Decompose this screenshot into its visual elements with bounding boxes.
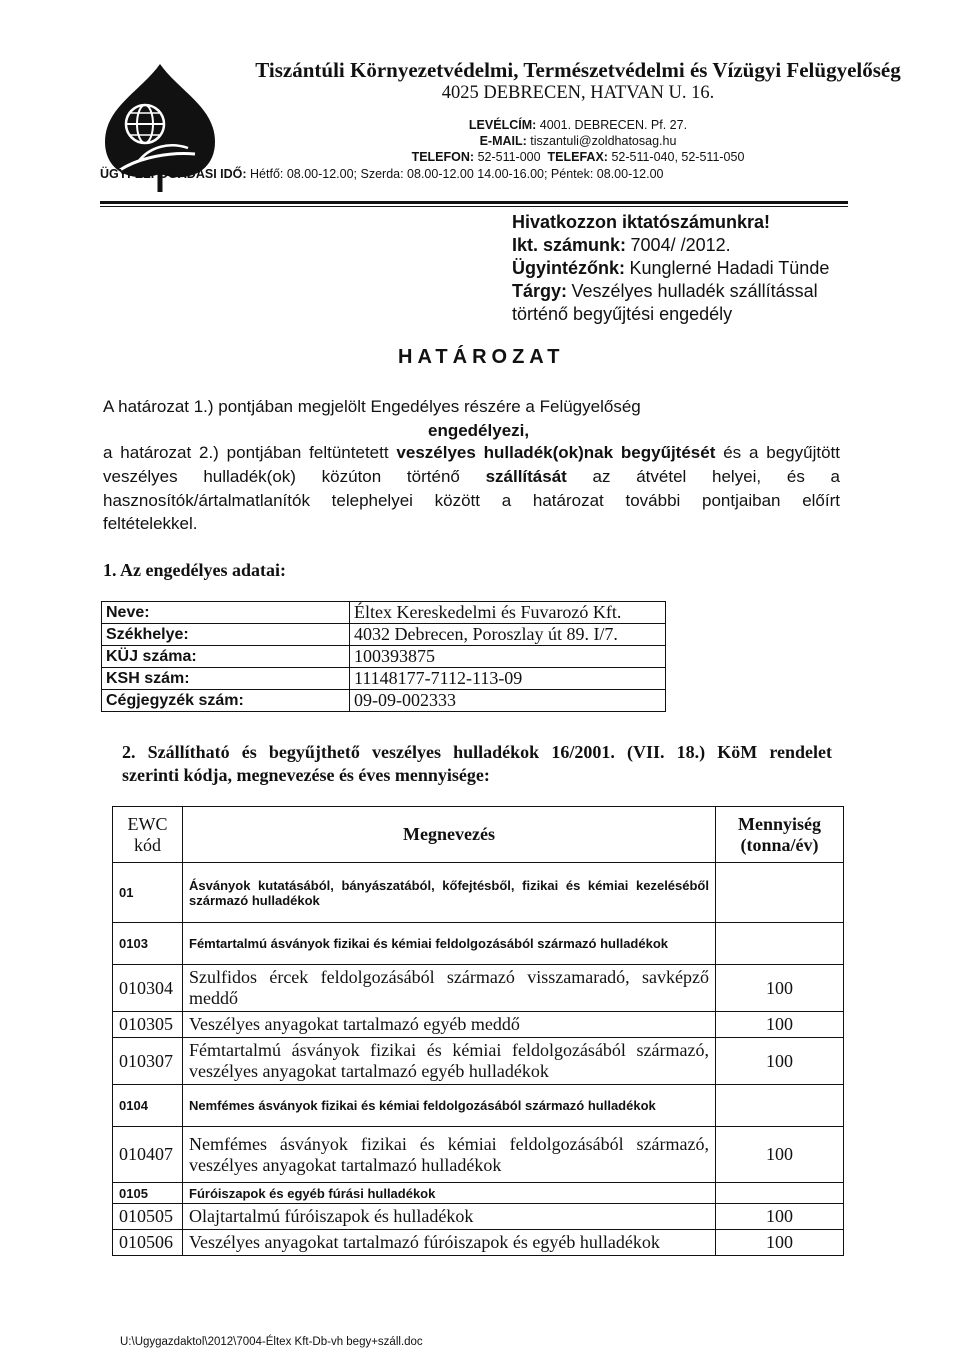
waste-group-row: [113, 1085, 844, 1127]
waste-name: Nemfémes ásványok fizikai és kémiai feldolgozásából származó hulladékok: [183, 1085, 716, 1127]
waste-group-row: [113, 923, 844, 965]
org-address: 4025 DEBRECEN, HATVAN U. 16.: [441, 83, 715, 103]
licensee-label: Neve:: [102, 602, 350, 624]
reference-number: [512, 235, 731, 256]
body-line-4: feltételekkel.: [103, 514, 198, 533]
fax-label: TELEFAX:: [547, 150, 608, 164]
licensee-value: 4032 Debrecen, Poroszlay út 89. I/7.: [350, 624, 666, 646]
waste-quantity: 100: [716, 1127, 844, 1183]
subject-label: Tárgy:: [512, 281, 568, 301]
licensee-value: 11148177-7112-113-09: [350, 668, 666, 690]
waste-name: Veszélyes anyagokat tartalmazó egyéb meddő: [183, 1012, 716, 1038]
subject: [512, 281, 818, 302]
licensee-table: [101, 601, 666, 712]
ewc-code: 010505: [113, 1204, 183, 1230]
waste-name: Fémtartalmú ásványok fizikai és kémiai feldolgozásából származó, veszélyes anyagokat tartalmazó egyéb hulladékok: [183, 1038, 716, 1085]
ewc-code: 010307: [113, 1038, 183, 1085]
leaf-shape: [105, 64, 215, 177]
officer: [512, 258, 829, 279]
col-quantity: Mennyiség (tonna/év): [716, 807, 844, 863]
waste-item-row: [113, 1230, 844, 1256]
licensee-row: [102, 602, 666, 624]
licensee-value: 09-09-002333: [350, 690, 666, 712]
waste-quantity: 100: [716, 1230, 844, 1256]
ewc-code: 0103: [113, 923, 183, 965]
ewc-code: 010305: [113, 1012, 183, 1038]
waste-table-header: [113, 807, 844, 863]
section-1-heading: 1. Az engedélyes adatai:: [103, 560, 286, 580]
ref-number-value: 7004/ /2012.: [630, 235, 731, 255]
waste-quantity: 100: [716, 1204, 844, 1230]
ewc-code: 010304: [113, 965, 183, 1012]
header-divider-thin: [100, 206, 848, 207]
body-line-2: veszélyes hulladék(ok) közúton történő szállítását az átvétel helyei, és a: [103, 467, 840, 486]
org-name: Tiszántúli Környezetvédelmi, Természetvédelmi és Vízügyi Felügyelőség: [255, 58, 901, 82]
cite-notice: Hivatkozzon iktatószámunkra!: [512, 212, 771, 232]
waste-item-row: [113, 1204, 844, 1230]
licensee-label: KSH szám:: [102, 668, 350, 690]
waste-name: Fémtartalmú ásványok fizikai és kémiai feldolgozásából származó hulladékok: [183, 923, 716, 965]
col-ewc-code: EWC kód: [113, 807, 183, 863]
waste-name: Fúróiszapok és egyéb fúrási hulladékok: [183, 1183, 716, 1204]
licensee-row: [102, 646, 666, 668]
waste-name: Veszélyes anyagokat tartalmazó fúróiszapok és egyéb hulladékok: [183, 1230, 716, 1256]
licensee-value: Éltex Kereskedelmi és Fuvarozó Kft.: [350, 602, 666, 624]
office-hours: [100, 167, 664, 181]
col-name: Megnevezés: [183, 807, 716, 863]
waste-name: Szulfidos ércek feldolgozásából származó visszamaradó, savképző meddő: [183, 965, 716, 1012]
file-path: U:\Ugygazdaktol\2012\7004-Éltex Kft-Db-vh begy+száll.doc: [120, 1336, 423, 1348]
licensee-label: Cégjegyzék szám:: [102, 690, 350, 712]
waste-item-row: [113, 1127, 844, 1183]
waste-quantity: [716, 863, 844, 923]
ewc-code: 0105: [113, 1183, 183, 1204]
waste-item-row: [113, 1012, 844, 1038]
section-2-heading-line-1: 2. Szállítható és begyűjthető veszélyes hulladékok 16/2001. (VII. 18.) KöM rendelet: [122, 742, 832, 762]
ewc-code: 01: [113, 863, 183, 923]
waste-item-row: [113, 1038, 844, 1085]
waste-quantity: 100: [716, 1038, 844, 1085]
postal-address: [228, 118, 928, 132]
hours-label: ÜGYFÉLFOGADÁSI IDŐ:: [100, 167, 247, 181]
email-value: tiszantuli@zoldhatosag.hu: [530, 134, 677, 148]
intro-line-1: A határozat 1.) pontjában megjelölt Engedélyes részére a Felügyelőség: [103, 397, 641, 416]
document-title: HATÁROZAT: [398, 346, 565, 368]
licensee-row: [102, 624, 666, 646]
phone-line: [228, 150, 928, 164]
subject-line-2: történő begyűjtési engedély: [512, 304, 733, 324]
waste-table: [112, 806, 844, 1256]
email-label: E-MAIL:: [479, 134, 527, 148]
waste-quantity: 100: [716, 965, 844, 1012]
waste-name: Nemfémes ásványok fizikai és kémiai feldolgozásából származó, veszélyes anyagokat tartalmazó hulladékok: [183, 1127, 716, 1183]
fax-value: 52-511-040, 52-511-050: [611, 150, 745, 164]
licensee-row: [102, 668, 666, 690]
body-line-3: hasznosítók/ártalmatlanítók telephelyei között a határozat további pontjaiban előírt: [103, 491, 840, 510]
phone-label: TELEFON:: [411, 150, 475, 164]
decision-verb: engedélyezi,: [428, 421, 530, 440]
postal-label: LEVÉLCÍM:: [468, 118, 537, 132]
ewc-code: 010407: [113, 1127, 183, 1183]
ewc-code: 0104: [113, 1085, 183, 1127]
licensee-label: Székhelye:: [102, 624, 350, 646]
waste-quantity: 100: [716, 1012, 844, 1038]
hours-value: Hétfő: 08.00-12.00; Szerda: 08.00-12.00 14.00-16.00; Péntek: 08.00-12.00: [250, 167, 664, 181]
licensee-row: [102, 690, 666, 712]
officer-label: Ügyintézőnk:: [512, 258, 626, 278]
waste-quantity: [716, 1085, 844, 1127]
licensee-value: 100393875: [350, 646, 666, 668]
waste-quantity: [716, 923, 844, 965]
waste-group-row: [113, 863, 844, 923]
ewc-code: 010506: [113, 1230, 183, 1256]
email-line: [228, 134, 928, 148]
waste-group-row: [113, 1183, 844, 1204]
postal-value: 4001. DEBRECEN. Pf. 27.: [539, 118, 688, 132]
section-2-heading-line-2: szerinti kódja, megnevezése és éves mennyisége:: [122, 765, 490, 785]
licensee-label: KÜJ száma:: [102, 646, 350, 668]
waste-name: Olajtartalmú fúróiszapok és hulladékok: [183, 1204, 716, 1230]
waste-name: Ásványok kutatásából, bányászatából, kőfejtésből, fizikai és kémiai kezeléséből származó hulladékok: [183, 863, 716, 923]
subject-line-1: Veszélyes hulladék szállítással: [571, 281, 818, 301]
header-divider: [100, 201, 848, 204]
officer-value: Kunglerné Hadadi Tünde: [629, 258, 830, 278]
waste-item-row: [113, 965, 844, 1012]
waste-quantity: [716, 1183, 844, 1204]
ref-number-label: Ikt. számunk:: [512, 235, 627, 255]
body-line-1: a határozat 2.) pontjában feltüntetett veszélyes hulladék(ok)nak begyűjtését és a begyűjtött: [103, 443, 840, 462]
phone-value: 52-511-000: [477, 150, 541, 164]
